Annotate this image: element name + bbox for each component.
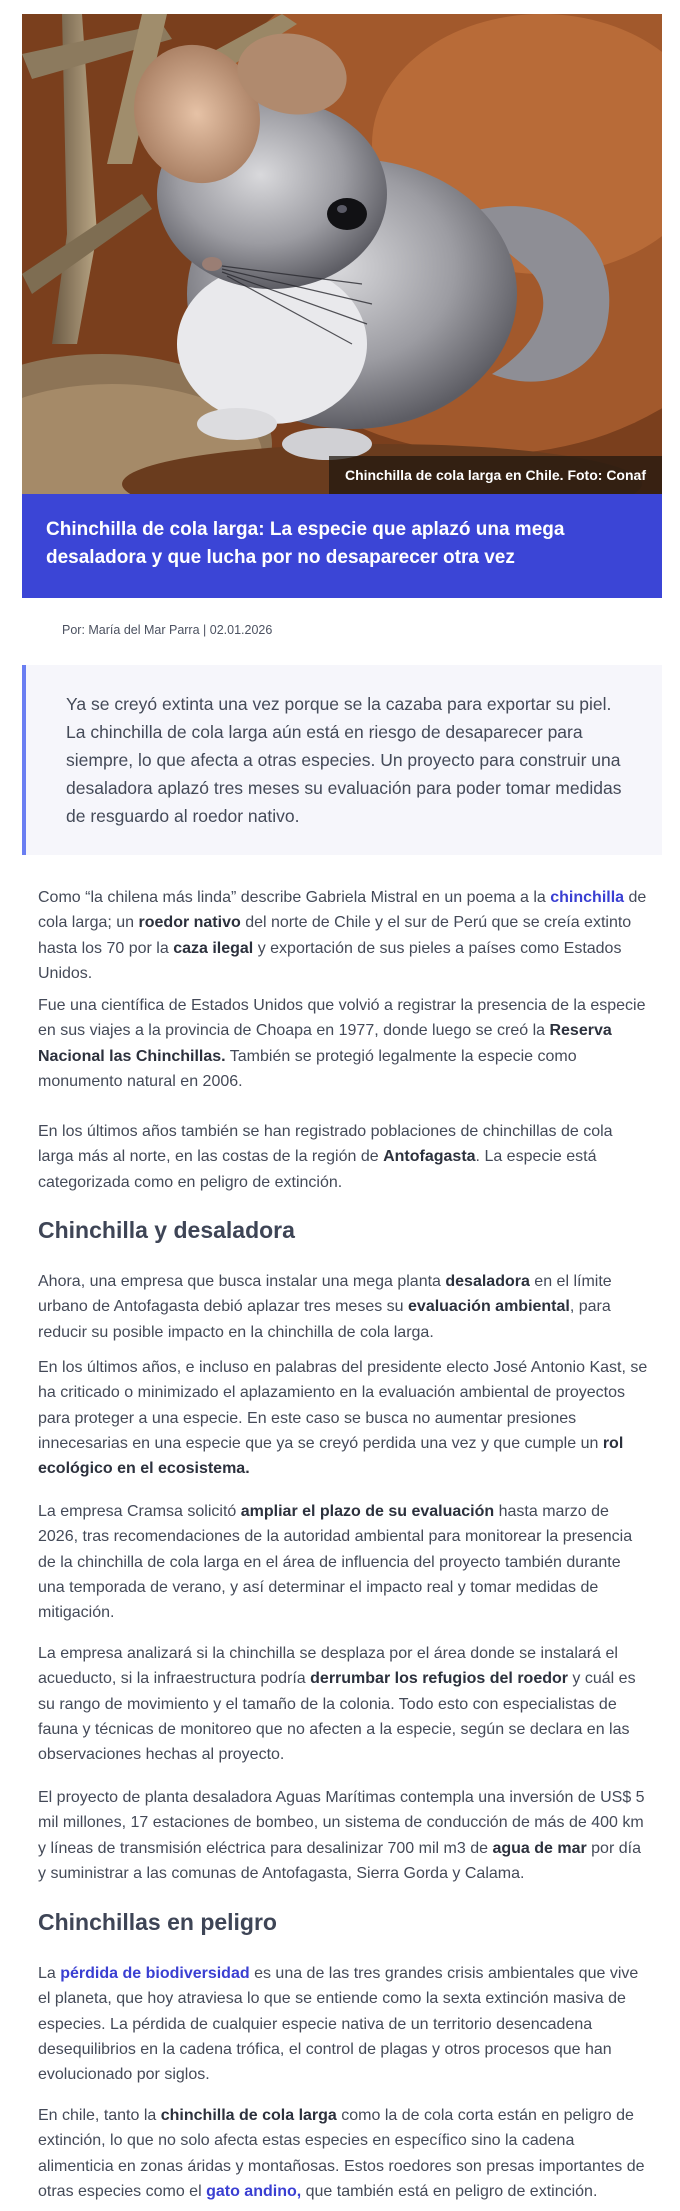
text: También se protegió legalmente la especie como monumento natural en 2006.: [38, 1047, 577, 1090]
paragraph-6: [38, 1499, 650, 1625]
bold-text: evaluación ambiental: [408, 1298, 570, 1316]
text: Como “la chilena más linda” describe Gabriela Mistral en un poema a la: [38, 889, 551, 906]
text: y exportación de sus pieles a países como Estados Unidos.: [38, 939, 622, 982]
byline: Por: María del Mar Parra | 02.01.2026: [62, 623, 273, 637]
bold-text: Reserva Nacional las Chinchillas.: [38, 1022, 612, 1065]
bold-text: chinchilla de cola larga: [160, 2107, 337, 2124]
link-chinchilla[interactable]: chinchilla: [550, 889, 625, 906]
heading-chinchilla-desaladora: Chinchilla y desaladora: [38, 1217, 295, 1243]
text: hasta marzo de 2026, tras recomendaciones de la autoridad ambiental para monitorear la presencia de la chinchilla de cola larga en el área de influencia del proyecto también durante una temporada de verano, y así determinar el impacto real y tomar medidas de mitigación.: [38, 1503, 633, 1622]
hero-image: [22, 14, 662, 494]
paragraph-10: [38, 2103, 650, 2204]
text: de cola larga; un: [38, 889, 647, 932]
paragraph-1: [38, 885, 650, 986]
text: como la de cola corta están en peligro de extinción, lo que no solo afecta estas especies en específico sino la cadena alimenticia en zonas áridas y montañosas. Estos roedores son presas importantes de otras especies como el: [38, 2107, 645, 2200]
text: y cuál es su rango de movimiento y el tamaño de la colonia. Todo esto con especialistas de fauna y técnicas de monitoreo que no afecten a la especie, según se declara en las observaciones hechas al proyecto.: [38, 1670, 636, 1764]
paragraph-9: [38, 1961, 650, 2087]
chinchilla-photo: [22, 14, 662, 494]
text: La empresa analizará si la chinchilla se desplaza por el área donde se instalará el acueducto, si la infraestructura podría: [38, 1645, 618, 1688]
section-heading: [38, 1215, 650, 1245]
lead-text: Ya se creyó extinta una vez porque se la cazaba para exportar su piel. La chinchilla de cola larga aún está en riesgo de desaparecer para siempre, lo que afecta a otras especies. Un proyecto para construir una desaladora aplazó tres meses su evaluación para poder tomar medidas de resguardo al roedor nativo.: [66, 694, 622, 826]
link-perdida-biodiversidad[interactable]: pérdida de biodiversidad: [60, 1965, 250, 1982]
bold-text: roedor nativo: [138, 914, 241, 932]
bold-text: Antofagasta: [383, 1148, 476, 1166]
text: , para reducir su posible impacto en la chinchilla de cola larga.: [38, 1298, 611, 1341]
paragraph-8: [38, 1785, 650, 1886]
paragraph-4: [38, 1269, 650, 1345]
text: en el límite urbano de Antofagasta debió aplazar tres meses su: [38, 1273, 612, 1316]
paragraph-2: [38, 993, 650, 1094]
bold-text: agua de mar: [492, 1839, 587, 1857]
paragraph-5: [38, 1355, 650, 1481]
text: En los últimos años, e incluso en palabras del presidente electo José Antonio Kast, se ha criticado o minimizado el aplazamiento en la evaluación ambiental de proyectos para proteger a una especie. En este caso se busca no aumentar presiones innecesarias en una especie que ya se creyó perdida una vez y que cumple un: [38, 1359, 648, 1452]
section-heading: [38, 1907, 650, 1937]
text: del norte de Chile y el sur de Perú que se creía extinto hasta los 70 por la: [38, 914, 632, 957]
paragraph-7: [38, 1641, 650, 1767]
text: por día y suministrar a las comunas de Antofagasta, Sierra Gorda y Calama.: [38, 1839, 641, 1882]
text: Fue una científica de Estados Unidos que volvió a registrar la presencia de la especie en sus viajes a la provincia de Choapa en 1977, donde luego se creó la: [38, 997, 646, 1040]
lead-quote: [22, 665, 662, 855]
heading-chinchillas-en-peligro: Chinchillas en peligro: [38, 1909, 277, 1935]
text: Ahora, una empresa que busca instalar una mega planta: [38, 1273, 446, 1290]
text: En los últimos años también se han registrado poblaciones de chinchillas de cola larga más al norte, en las costas de la región de: [38, 1123, 613, 1166]
article-title: Chinchilla de cola larga: La especie que aplazó una mega desaladora y que lucha por no desaparecer otra vez: [46, 519, 565, 568]
bold-text: derrumbar los refugios del roedor: [310, 1670, 568, 1688]
text: En chile, tanto la: [38, 2107, 161, 2124]
bold-text: desaladora: [445, 1273, 530, 1290]
text: La: [38, 1965, 61, 1982]
text: La empresa Cramsa solicitó: [38, 1503, 241, 1520]
image-caption: Chinchilla de cola larga en Chile. Foto: Conaf: [329, 456, 662, 494]
text: El proyecto de planta desaladora Aguas Marítimas contempla una inversión de US$ 5 mil millones, 17 estaciones de bombeo, un sistema de conducción de más de 400 km y líneas de transmisión eléctrica para desalinizar 700 mil m3 de: [38, 1789, 645, 1857]
paragraph-3: [38, 1119, 650, 1195]
text: que también está en peligro de extinción.: [301, 2182, 598, 2200]
title-band: [22, 494, 662, 598]
text: . La especie está categorizada como en peligro de extinción.: [38, 1148, 597, 1191]
link-gato-andino[interactable]: gato andino,: [206, 2182, 302, 2200]
text: es una de las tres grandes crisis ambientales que vive el planeta, que hoy atraviesa lo que se entiende como la sexta extinción masiva de especies. La pérdida de cualquier especie nativa de un territorio desencadena desequilibrios en la cadena trófica, el control de plagas y otros procesos que han evolucionado por siglos.: [38, 1965, 639, 2084]
bold-text: rol ecológico en el ecosistema.: [38, 1434, 624, 1478]
bold-text: ampliar el plazo de su evaluación: [240, 1503, 495, 1520]
bold-text: caza ilegal: [173, 939, 254, 957]
